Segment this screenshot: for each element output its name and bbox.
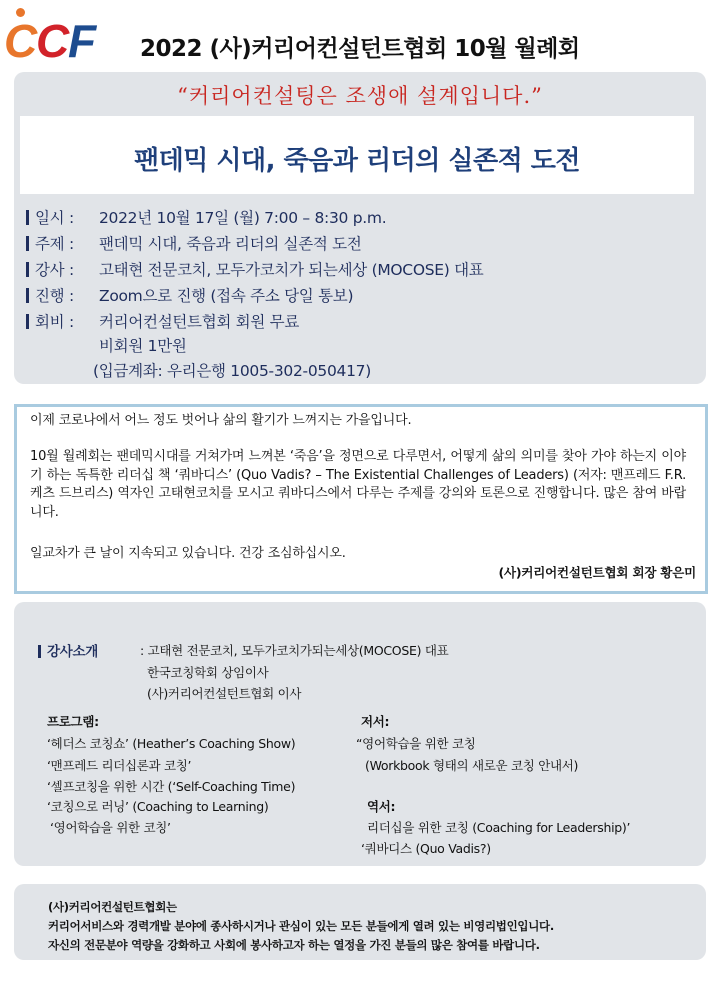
programs-title: 프로그램: xyxy=(47,714,99,729)
message-signature: (사)커리어컨설턴트협회 회장 황은미 xyxy=(498,565,696,580)
translations-title: 역서: xyxy=(367,799,396,814)
translation-item: ‘쿼바디스 (Quo Vadis?) xyxy=(361,841,491,856)
bullet-bar-icon xyxy=(26,210,29,225)
info-bank-account: (입금계좌: 우리은행 1005-302-050417) xyxy=(93,362,371,380)
lecturer-line-3: (사)커리어컨설턴트협회 이사 xyxy=(147,686,302,701)
program-item: ‘코칭으로 러닝’ (Coaching to Learning) xyxy=(47,799,269,814)
lecturer-line-2: 한국코칭학회 상임이사 xyxy=(147,665,269,680)
bullet-bar-icon xyxy=(38,645,41,658)
info-fee: 회비 : 커리어컨설턴트협회 회원 무료 xyxy=(26,310,299,332)
lecturer-line-1: : 고태현 전문코치, 모두가코치가되는세상(MOCOSE) 대표 xyxy=(140,643,449,658)
program-item: ‘맨프레드 리더십론과 코칭’ xyxy=(47,758,192,773)
bullet-bar-icon xyxy=(26,236,29,251)
footer-line-2: 커리어서비스와 경력개발 분야에 종사하시거나 관심이 있는 모든 분들에게 열려 있는 비영리법인입니다. xyxy=(48,919,554,933)
books-title: 저서: xyxy=(361,714,390,729)
page-title: 2022 (사)커리어컨설턴트협회 10월 월례회 xyxy=(140,36,580,62)
lecturer-label: 강사소개 xyxy=(38,640,98,660)
info-method: 진행 : Zoom으로 진행 (접속 주소 당일 통보) xyxy=(26,284,353,306)
event-headline: 팬데믹 시대, 죽음과 리더의 실존적 도전 xyxy=(134,146,580,176)
program-item: ‘셀프코칭을 위한 시간 (‘Self-Coaching Time) xyxy=(47,779,296,794)
footer-line-3: 자신의 전문분야 역량을 강화하고 사회에 봉사하고자 하는 열정을 가진 분들의 많은 참여를 바랍니다. xyxy=(48,938,540,952)
message-paragraph-2: 10월 월례회는 팬데믹시대를 거쳐가며 느껴본 ‘죽음’을 정면으로 다루면서, 어떻게 삶의 의미를 찾아 가야 하는지 이야기 하는 독특한 리더십 책 ‘쿼바디스’ (Quo Vadis? – The Existential Challenges of Leaders) (저자: 맨프레드 F.R. 케츠 드브리스) 역자인 고태현코치를 모시고 쿼바디스에서 다루는 주제를 강의와 토론으로 진행합니다. 많은 참여 바랍니다. xyxy=(30,449,686,520)
info-speaker: 강사 : 고태현 전문코치, 모두가코치가 되는세상 (MOCOSE) 대표 xyxy=(26,258,483,280)
info-date: 일시 : 2022년 10월 17일 (월) 7:00 – 8:30 p.m. xyxy=(26,206,386,228)
book-item: “영어학습을 위한 코칭 xyxy=(356,736,476,751)
program-item: ‘헤더스 코칭쇼’ (Heather’s Coaching Show) xyxy=(47,736,296,751)
book-item: (Workbook 형태의 새로운 코칭 안내서) xyxy=(365,758,579,773)
info-fee-nonmember: 비회원 1만원 xyxy=(99,337,187,355)
slogan: “커리어컨설팅은 조생애 설계입니다.” xyxy=(177,84,543,108)
translation-item: 리더십을 위한 코칭 (Coaching for Leadership)’ xyxy=(367,820,631,835)
program-item: ‘영어학습을 위한 코칭’ xyxy=(50,820,171,835)
message-paragraph-3: 일교차가 큰 날이 지속되고 있습니다. 건강 조심하십시오. xyxy=(30,546,346,561)
bullet-bar-icon xyxy=(26,288,29,303)
message-paragraph-1: 이제 코로나에서 어느 정도 벗어나 삶의 활기가 느껴지는 가을입니다. xyxy=(30,413,412,428)
bullet-bar-icon xyxy=(26,262,29,277)
footer-line-1: (사)커리어컨설턴트협회는 xyxy=(48,900,177,914)
info-topic: 주제 : 팬데믹 시대, 죽음과 리더의 실존적 도전 xyxy=(26,232,362,254)
ccf-logo: C C F xyxy=(4,6,114,66)
bullet-bar-icon xyxy=(26,314,29,329)
